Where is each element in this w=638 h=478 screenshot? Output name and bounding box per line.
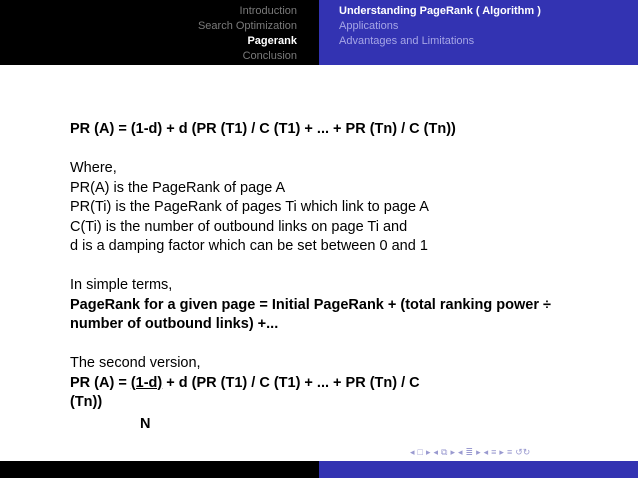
- formula-prefix: PR (A) =: [70, 374, 131, 391]
- formula-rest: + d (PR (T1) / C (T1) + ... + PR (Tn) / C: [162, 374, 420, 391]
- nav-align-icon[interactable]: ≡: [506, 447, 513, 457]
- nav-subsection-right-icon[interactable]: ▸: [450, 447, 455, 457]
- normalized-formula-line-2: (Tn)): [70, 394, 103, 410]
- section-link-conclusion[interactable]: Conclusion: [242, 50, 297, 62]
- section-link-pagerank[interactable]: Pagerank: [247, 35, 297, 47]
- normalized-formula-line-1: [70, 374, 590, 394]
- section-link-search-optimization[interactable]: Search Optimization: [197, 20, 297, 32]
- pagerank-formula: PR (A) = (1-d) + d (PR (T1) / C (T1) + ... + PR (Tn) / C (Tn)): [70, 121, 456, 137]
- beamer-navigation-bar: [410, 446, 530, 458]
- nav-section-icon[interactable]: ≣: [465, 447, 474, 457]
- section-link-introduction[interactable]: Introduction: [239, 5, 297, 17]
- slide-body: [70, 120, 590, 434]
- nav-slide-icon[interactable]: ≡: [491, 447, 497, 457]
- definition-damping: d is a damping factor which can be set between 0 and 1: [70, 238, 428, 254]
- simple-terms-label: In simple terms,: [70, 277, 173, 293]
- definition-pr-a: PR(A) is the PageRank of page A: [70, 179, 286, 196]
- subsection-link-understanding-pagerank[interactable]: Understanding PageRank ( Algorithm ): [339, 5, 541, 17]
- nav-subsection-left-icon[interactable]: ◂: [433, 447, 439, 457]
- footer-left-bar: [0, 461, 319, 478]
- nav-frame-icon[interactable]: □: [417, 447, 423, 457]
- formula-underlined-term: (1-d): [130, 374, 163, 391]
- section-navigation: [0, 0, 319, 65]
- nav-slide-right-icon[interactable]: ▸: [499, 447, 504, 457]
- slide-footer: [0, 461, 638, 478]
- nav-slide-left-icon[interactable]: ◂: [483, 447, 489, 457]
- where-label: Where,: [70, 160, 117, 176]
- slide-header: [0, 0, 638, 65]
- definition-pr-ti: PR(Ti) is the PageRank of pages Ti which link to page A: [70, 199, 429, 215]
- nav-section-left-icon[interactable]: ◂: [458, 447, 463, 457]
- second-version-label: The second version,: [70, 355, 201, 371]
- nav-frame-left-icon[interactable]: ◂: [410, 447, 415, 457]
- definition-c-ti: C(Ti) is the number of outbound links on page Ti and: [70, 218, 408, 235]
- subsection-navigation: [319, 0, 638, 65]
- nav-section-right-icon[interactable]: ▸: [476, 447, 481, 457]
- formula-denominator-n: N: [140, 415, 151, 432]
- footer-right-bar: [319, 461, 638, 478]
- simple-formula-line-1: PageRank for a given page = Initial PageRank + (total ranking power ÷: [70, 296, 551, 313]
- subsection-link-applications[interactable]: Applications: [339, 20, 399, 32]
- simple-formula-line-2: number of outbound links) +...: [70, 316, 279, 332]
- nav-frame-right-icon[interactable]: ▸: [425, 447, 431, 457]
- nav-search-icon[interactable]: ↺↻: [515, 447, 531, 457]
- nav-subsection-icon[interactable]: ⧉: [441, 447, 448, 457]
- subsection-link-advantages[interactable]: Advantages and Limitations: [339, 35, 475, 47]
